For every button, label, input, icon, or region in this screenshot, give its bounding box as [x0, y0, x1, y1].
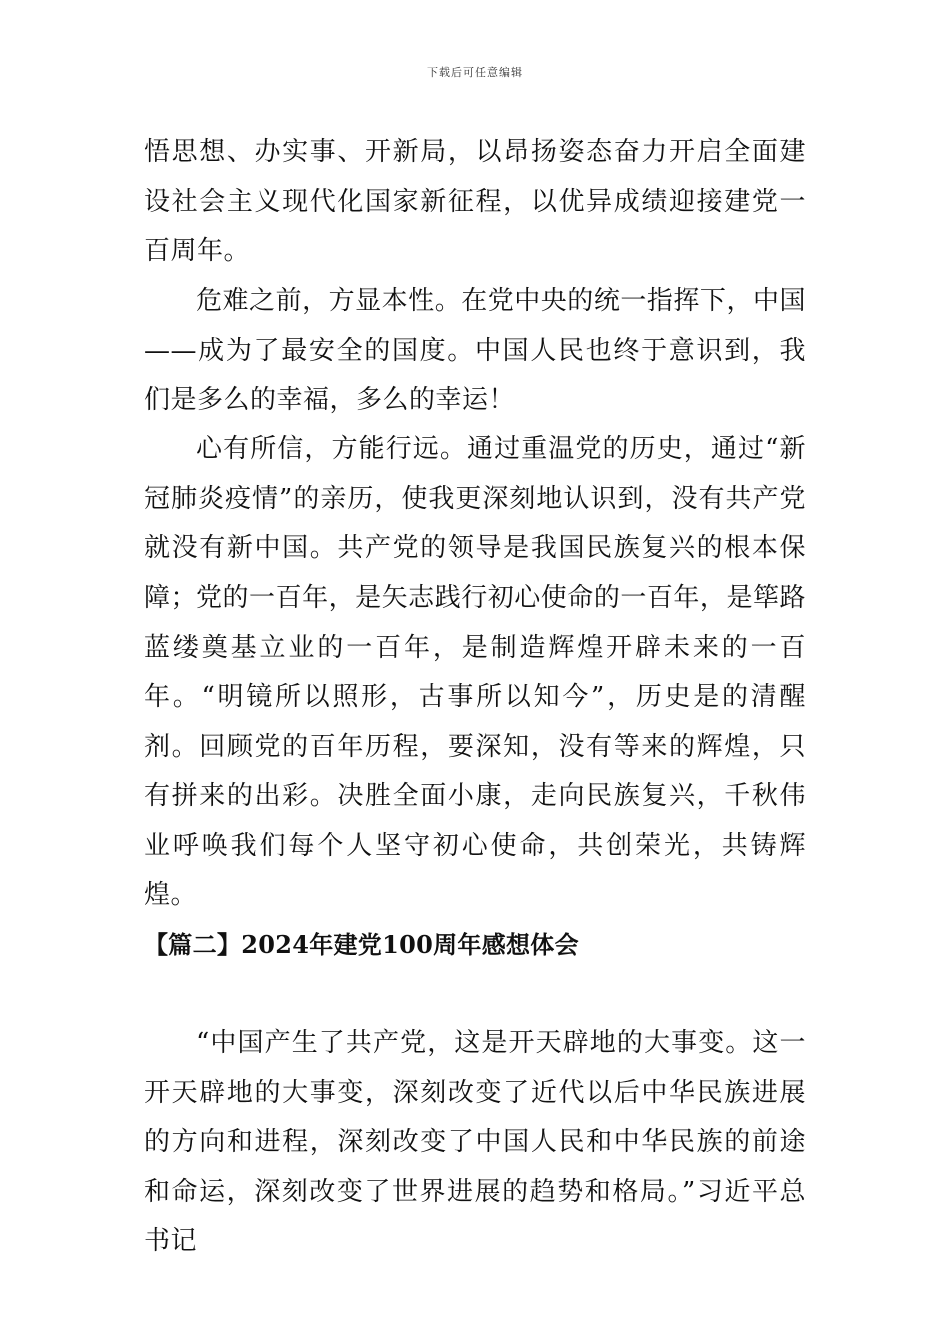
paragraph-centenary: 党的一百年，是矢志践行初心使命的一百年，是筚路蓝缕奠基立业的一百年，是制造辉煌开辟未来的一百年。“明镜所以照形，古事所以知今”，历史是的清醒剂。回顾党的百年历程，要深知，没有等来的辉煌，只有拼来的出彩。决胜全面小康，走向民族复兴，千秋伟业呼唤我们每个人坚守初心使命，共创荣光，共铸辉煌。 — [144, 583, 806, 910]
paragraph-crisis: 危难之前，方显本性。在党中央的统一指挥下，中国——成为了最安全的国度。中国人民也终于意识到，我们是多么的幸福，多么的幸运！ — [144, 286, 806, 415]
header-note: 下载后可任意编辑 — [427, 66, 523, 79]
paragraph-quote: “中国产生了共产党，这是开天辟地的大事变。这一开天辟地的大事变，深刻改变了近代以后中华民族进展的方向和进程，深刻改变了中国人民和中华民族的前途和命运，深刻改变了世界进展的趋势和格局。”习近平总书记 — [144, 1028, 806, 1256]
section-heading: 【篇二】2024年建党100周年感想体会 — [144, 930, 579, 959]
paragraph-belief: 心有所信，方能行远。通过重温党的历史，通过“新冠肺炎疫情”的亲历，使我更深刻地认识到，没有共产党就没有新中国。共产党的领导是我国民族复兴的根本保障； — [144, 434, 806, 613]
paragraph-continuation: 悟思想、办实事、开新局，以昂扬姿态奋力开启全面建设社会主义现代化国家新征程，以优异成绩迎接建党一百周年。 — [144, 137, 806, 266]
